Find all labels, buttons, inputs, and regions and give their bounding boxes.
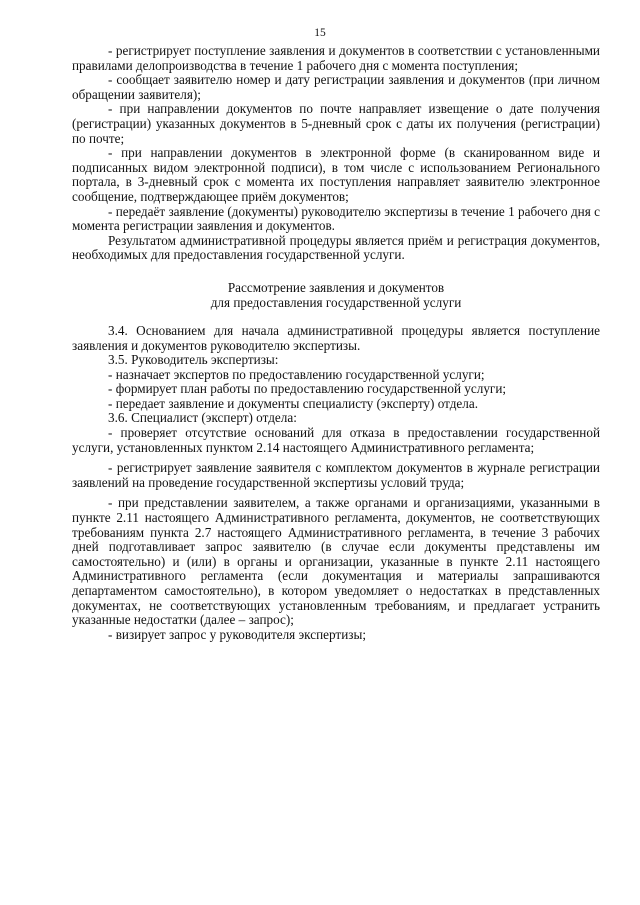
paragraph-endorse-request: - визирует запрос у руководителя экспертизы; — [108, 626, 366, 642]
page-content — [72, 44, 600, 642]
section-title-line-2: для предоставления государственной услуги — [210, 294, 462, 310]
paragraph-transfer-to-head: - передаёт заявление (документы) руководителю экспертизы в течение 1 рабочего дня с момента регистрации заявления и документов. — [72, 203, 600, 234]
paragraph-work-plan: - формирует план работы по предоставлению государственной услуги; — [108, 381, 507, 397]
paragraph-3-5: 3.5. Руководитель экспертизы: — [108, 352, 279, 368]
paragraph-electronic-submission: - при направлении документов в электронной форме (в сканированном виде и подписанных видом электронной подписи), в том числе с использованием Регионального портала, в 3-дневный срок с момента их поступления направляет заявителю электронное сообщение, подтверждающее приём документов; — [72, 145, 600, 204]
paragraph-assign-experts: - назначает экспертов по предоставлению государственной услуги; — [108, 366, 485, 382]
paragraph-registration: - регистрирует поступление заявления и документов в соответствии с установленными правилами делопроизводства в течение 1 рабочего дня с момента поступления; — [72, 43, 600, 73]
paragraph-register-journal: - регистрирует заявление заявителя с комплектом документов в журнале регистрации заявлений на проведение государственной экспертизы условий труда; — [72, 460, 600, 490]
paragraph-procedure-result: Результатом административной процедуры является приём и регистрация документов, необходимых для предоставления государственной услуги. — [72, 232, 600, 263]
page-number: 15 — [314, 27, 326, 39]
paragraph-check-grounds: - проверяет отсутствие оснований для отказа в предоставлении государственной услуги, установленных пунктом 2.14 настоящего Административного регламента; — [72, 425, 600, 455]
paragraph-3-4: 3.4. Основанием для начала административной процедуры является поступление заявления и документов руководителю экспертизы. — [72, 322, 600, 353]
paragraph-inform-applicant: - сообщает заявителю номер и дату регистрации заявления и документов (при личном обращении заявителя); — [72, 72, 600, 102]
section-title-line-1: Рассмотрение заявления и документов — [227, 279, 445, 295]
section-title — [72, 280, 600, 310]
paragraph-postal-notice: - при направлении документов по почте направляет извещение о дате получения (регистрации) указанных документов в 5-дневный срок с даты их получения (регистрации) по почте; — [72, 101, 600, 146]
paragraph-pass-to-specialist: - передает заявление и документы специалисту (эксперту) отдела. — [108, 395, 479, 411]
paragraph-prepare-request: - при представлении заявителем, а также органами и организациями, указанными в пункте 2.11 настоящего Административного регламента, документов, не соответствующих требованиям пункта 2.7 настоящего Административного регламента, в течение 3 рабочих дней подготавливает запрос заявителю (в случае если документы представлены им самостоятельно) и (или) в органы и организации, указанные в пункте 2.11 настоящего Административного регламента (если документация и материалы запрашиваются департаментом самостоятельно), в котором уведомляет о недостатках в представленных документах, не соответствующих установленным требованиям, и предлагает устранить указанные недостатки (далее – запрос); — [72, 495, 600, 628]
paragraph-3-6: 3.6. Специалист (эксперт) отдела: — [108, 410, 297, 426]
